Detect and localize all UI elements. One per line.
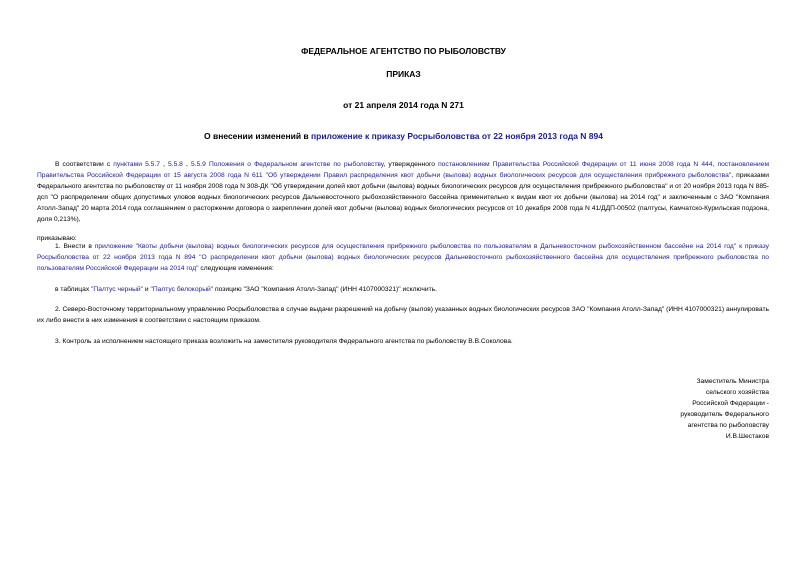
item-1-paragraph (37, 242, 769, 275)
link-decree-444[interactable]: постановлением Правительства Российской Федерации от 11 июня 2008 года N 444 (438, 161, 713, 168)
signature-line: Российской Федерации - (692, 399, 769, 407)
link-black-halibut[interactable]: "Палтус черный" (91, 286, 143, 293)
order-word: приказываю: (37, 235, 77, 242)
order-date: от 21 апреля 2014 года N 271 (343, 100, 464, 110)
link-decree-611[interactable]: постановлением Правительства Российской Федерации от 15 августа 2008 года N 611 "Об утверждении Правил распределения квот добычи (вылова) водных биологических ресурсов для осуществления прибрежного рыболовства" (37, 161, 770, 179)
item-2-paragraph: 2. Северо-Восточному территориальному управлению Росрыболовства в случае выдачи разрешений на добычу (вылов) указанных водных биологических ресурсов ЗАО "Компания Атолл-Запад" (ИНН 4107000321) аннулировать их либо внести в них изменения в соответствии с настоящим приказом. (37, 306, 769, 324)
agency-title: ФЕДЕРАЛЬНОЕ АГЕНТСТВО ПО РЫБОЛОВСТВУ (301, 46, 506, 56)
signature-line: Заместитель Министра (696, 378, 769, 385)
item-1-sub-text-2: и (143, 286, 151, 293)
order-subject (0, 131, 807, 141)
preamble-text-3: , (182, 161, 191, 168)
subject-link[interactable]: приложение к приказу Росрыболовства от 22 ноября 2013 года N 894 (311, 131, 603, 141)
item-1-sub-text-1: в таблицах (55, 286, 92, 293)
document-type: ПРИКАЗ (386, 69, 421, 79)
item-1-text-2: следующие изменения: (198, 264, 274, 272)
signer-name: И.В.Шестаков (725, 432, 769, 440)
preamble-text-5: , (712, 161, 718, 168)
signature-line: руководитель Федерального (680, 410, 769, 418)
item-1-text-1: 1. Внести в (55, 243, 95, 250)
link-appendix-894[interactable]: приложение "Квоты добычи (вылова) водных биологических ресурсов для осуществления прибрежного рыболовства по пользователям в Дальневосточном рыбохозяйственном бассейне на 2014 год" к приказу Росрыболовства от 22 ноября 2013 года N 894 "О распределении квот добычи (вылова) водных биологических ресурсов Дальневосточного рыбохозяйственного бассейна для осуществления прибрежного рыболовства по пользователям Российской Федерации на 2014 год" (37, 243, 769, 272)
signature-block (680, 377, 769, 442)
item-1-sub-text-3: позицию "ЗАО "Компания Атолл-Запад" (ИНН 4107000321)" исключить. (213, 286, 437, 293)
item-3-paragraph: 3. Контроль за исполнением настоящего приказа возложить на заместителя руководителя Федерального агентства по рыболовству В.В.Соколова. (55, 338, 513, 345)
signature-line: агентства по рыболовству (687, 421, 769, 429)
link-clause-5-5-8[interactable]: 5.5.8 (168, 161, 183, 168)
preamble-text-2: , (159, 161, 169, 168)
signature-line: сельского хозяйства (705, 388, 769, 396)
preamble-text-6: , приказами Федерального агентства по рыболовству от 11 ноября 2008 года N 308-ДК "Об утверждении долей квот добычи (вылова) водных биологических ресурсов для осуществления прибрежного рыболовства" и от 20 ноября 2013 года N 885-дсп "О распределении общих допустимых уловов водных биологических ресурсов Дальневосточного рыбохозяйственного бассейна применительно к видам квот их добычи (вылова) на 2014 год" и заключенным с ЗАО "Компания Атолл-Запад" 20 марта 2014 года соглашением о расторжении договора о закреплении долей квот добычи (вылова) водных биологических ресурсов от 10 декабря 2008 года N 41/ДДП-00502 (палтусы, Камчатско-Курильская подзона, доля 0,213%), (37, 171, 769, 223)
item-1-sub-paragraph (37, 285, 769, 296)
subject-prefix: О внесении изменений в (204, 131, 311, 141)
preamble-paragraph (37, 160, 769, 225)
preamble-text-1: В соответствии с (55, 161, 114, 168)
link-clause-5-5-7[interactable]: пунктами 5.5.7 (113, 161, 160, 168)
preamble-text-4: , утвержденного (383, 161, 439, 168)
link-regulation[interactable]: 5.5.9 Положения о Федеральном агентстве по рыболовству (190, 161, 384, 168)
link-white-halibut[interactable]: "Палтус белокорый" (150, 286, 214, 293)
